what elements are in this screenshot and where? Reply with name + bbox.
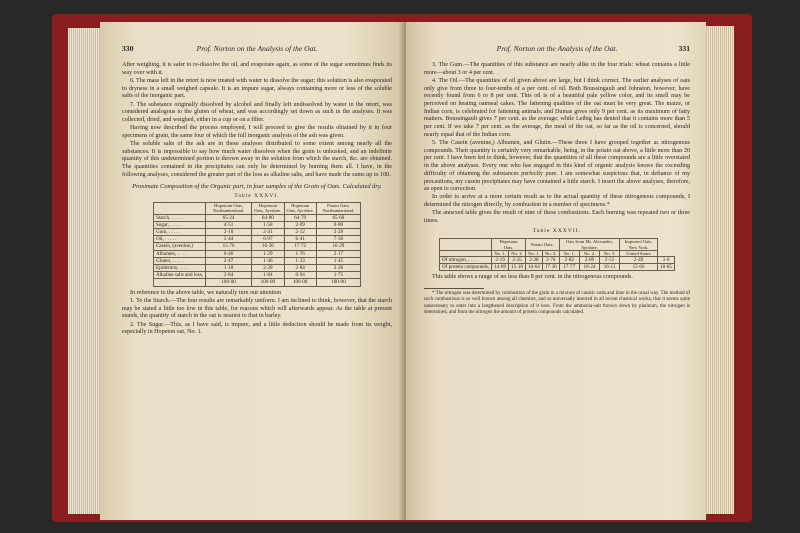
table-row: [154, 229, 361, 236]
right-running-title: Prof. Norton on the Analysis of the Oat.: [496, 44, 618, 53]
paragraph: In reference to the above table, we naturally turn our attention: [130, 289, 282, 296]
table-cell: 100·00: [252, 279, 284, 286]
paragraph: 1. To the Starch.—The four results are remarkably uniform. I am inclined to think, however, that the starch may be stated a little too low in this table, for reasons which will afterwards appear. As the table at present stands, the quantity of starch in the oat is nearest to that in barley.: [122, 297, 392, 320]
table-cell: 65·24: [205, 214, 251, 221]
table-cell: 1·58: [252, 221, 284, 228]
table-cell: 2·39: [252, 265, 284, 272]
table-header-cell: No. 2.: [509, 250, 526, 256]
left-running-title: Prof. Norton on the Analysis of the Oat.: [196, 44, 318, 53]
table-cell: 1·33: [284, 257, 316, 264]
page-edges-left: [68, 28, 102, 514]
table-cell: 0·46: [205, 250, 251, 257]
table-row: [154, 265, 361, 272]
table-cell: 15·76: [205, 243, 251, 250]
table-row: [440, 257, 675, 264]
row-label: Of nitrogen, . . . .: [440, 257, 492, 264]
table-row: [154, 272, 361, 279]
table-header-cell: Oats from Mr. Alexander, Ayrshire.: [559, 239, 619, 250]
right-page-body: [424, 62, 690, 317]
table-cell: 17·36: [542, 264, 559, 271]
table-cell: 7·38: [316, 236, 360, 243]
footnote-divider: [424, 288, 484, 289]
table-cell: 18·24: [579, 264, 599, 271]
page-edges-right: [704, 26, 734, 514]
row-label: Epidermis, . . . .: [154, 265, 206, 272]
table-cell: 16·29: [316, 243, 360, 250]
table-cell: 2·28: [316, 265, 360, 272]
table-cell: 0·94: [284, 272, 316, 279]
table-cell: 2·28: [525, 257, 542, 264]
table-cell: 1·75: [316, 272, 360, 279]
table-cell: 6·41: [284, 236, 316, 243]
paragraph: The annexed table gives the result of nine of these combustions. Each burning was repeated two or three times.: [424, 210, 690, 225]
table-cell: 16·11: [600, 264, 620, 271]
table-cell: 16·26: [252, 243, 284, 250]
table-cell: 14·09: [492, 264, 509, 271]
table-caption: Proximate Composition of the Organic part, in four samples of the Grain of Oats. Calculated dry.: [132, 182, 382, 190]
table-cell: 2·89: [579, 257, 599, 264]
table-cell: 3·0: [658, 257, 675, 264]
table-cell: 17·72: [284, 243, 316, 250]
table-header-cell: No. 1.: [525, 250, 542, 256]
footnote: * The nitrogen was determined by combustion of the grain in a mixture of caustic soda and lime in the usual way. The method of such combustions is so well known among all chemists, and so universally inserted in all recent chemical works, that it seems quite unnecessary to enter into a lengthened description of it here. From the ammonia-salt thrown down by platinum, the nitrogen is determined, and from the nitrogen the amount of protein compounds calculated.: [424, 291, 690, 315]
table-header-cell: Potato Oats.: [525, 239, 559, 250]
table-row: [154, 279, 361, 286]
row-label: Sugar, . . . . .: [154, 221, 206, 228]
table-cell: 2·76: [542, 257, 559, 264]
table-header-cell: No. 1.: [492, 250, 509, 256]
row-label: [154, 279, 206, 286]
table-header-cell: Imported Oats, New York.: [620, 239, 658, 250]
table-cell: 15·18: [509, 264, 526, 271]
table-cell: 65·60: [316, 214, 360, 221]
paragraph: 4. The Oil.—The quantities of oil given above are large, but I think correct. The earlier analyses of oats only give from three to four-tenths of a per cent. of oil. Both Boussingault and Johnston, however, have recently found from 6 to 8 per cent. This oil is of a beautiful pale yellow color, and its smell may be perceived on heating oatmeal cakes. The fattening qualities of the oat must be very great. The maize, or Indian corn, is celebrated for fattening animals; and Dumas gives only 9 per cent. as its maximum of fatty matters. Boussingault gives 7 per cent. as the average; while Leibig has denied that it contains more than 5 per cent. If we take 7 per cent. as the average, the meal of the oat, so far as the oil is concerned, should nearly equal that of the Indian corn.: [424, 77, 690, 138]
paragraph: 2. The Sugar.—This, as I have said, is impure, and a little deduction should be made from its weight, especially in Hopeton oat, No. 1.: [122, 321, 392, 336]
table-row: [154, 221, 361, 228]
book-spread: [52, 14, 752, 522]
table-cell: 0·80: [316, 221, 360, 228]
row-label: Albumen, . . . .: [154, 250, 206, 257]
table-cell: 64·79: [284, 214, 316, 221]
table-cell: 2·10: [205, 229, 251, 236]
paragraph: 5. The Casein (avenine,) Albumen, and Glutin.—These three I have grouped together as nitrogenous compounds. Their quantity is certainly very remarkable, being, in the potato oat above, a little more than 20 per cent. I have been led to think, however, that the quantities of all these compounds are a little overstated in the above analyses. Every one who has engaged in this kind of organic analysis knows the exceeding difficulty of obtaining the substances perfectly pure. I am somewhat suspicious that, in defiance of my precautions, my casein precipitates may have contained a little starch. I insert the above analyses, therefore, as open to correction.: [424, 140, 690, 193]
table-cell: 2·19: [492, 257, 509, 264]
table-row: [154, 243, 361, 250]
paragraph: In order to arrive at a more certain result as to the actual quantity of these nitrogenous compounds, I determined the nitrogen directly, by combustion in a number of specimens.*: [424, 194, 690, 209]
table-header-cell: No. 2.: [542, 250, 559, 256]
table-cell: 100·00: [284, 279, 316, 286]
right-page: [406, 22, 706, 520]
table-header-cell: No. 2.: [579, 250, 599, 256]
table-row: [154, 257, 361, 264]
table-cell: 2·12: [284, 229, 316, 236]
table-cell: 1·45: [316, 257, 360, 264]
left-page-number: 330: [122, 44, 134, 53]
table-row: [154, 236, 361, 243]
table-cell: 2·49: [620, 257, 658, 264]
table-row: [440, 264, 675, 271]
row-label: Oil, . . . . .: [154, 236, 206, 243]
table-header-cell: United States: [620, 250, 658, 256]
row-label: Gum, . . . . .: [154, 229, 206, 236]
table-cell: 100·00: [316, 279, 360, 286]
table-header-cell: [154, 203, 206, 214]
left-page-body: [122, 62, 392, 337]
table-cell: 1·29: [252, 250, 284, 257]
table-cell: 17·77: [559, 264, 579, 271]
paragraph: 3. The Gum.—The quantities of this substance are nearly alike in the four trials: wheat contains a little more—about 3 or 4 per cent.: [424, 62, 690, 76]
table-cell: 2·47: [205, 257, 251, 264]
table-xxxvii: [439, 238, 675, 271]
table-row: [154, 250, 361, 257]
table-header-cell: [440, 239, 492, 250]
table-title: Table XXXVII.: [532, 227, 582, 234]
paragraph: Having now described the process employed, I will proceed to give the results obtained by it in four specimens of grain, the same four of which the full inorganic analysis of the ash was given.: [122, 125, 392, 139]
table-cell: 100·00: [205, 279, 251, 286]
table-header-cell: Hopetoun Oats, Ayrshire.: [252, 203, 284, 214]
table-row: [154, 214, 361, 221]
table-cell: 2·09: [284, 221, 316, 228]
row-label: Of protein compounds,: [440, 264, 492, 271]
table-cell: 5·44: [205, 236, 251, 243]
paragraph: 7. The substance originally dissolved by alcohol and finally left undissolved by water in the retort, was considered analogous to the gluten of wheat, and was accordingly set down as such in the analyses. It was collected, dried, and weighed, either in a cup or on a filter.: [122, 101, 392, 123]
row-label: Alkaline salts and loss,: [154, 272, 206, 279]
table-cell: 2·35: [509, 257, 526, 264]
table-cell: 1·84: [252, 272, 284, 279]
row-label: Starch, . . . . .: [154, 214, 206, 221]
table-cell: 15·66: [620, 264, 658, 271]
table-cell: 14·64: [525, 264, 542, 271]
paragraph: This table shows a range of no less than 8 per cent. in the nitrogenous compounds.: [432, 274, 633, 281]
table-cell: 2·82: [559, 257, 579, 264]
left-page: [100, 22, 406, 520]
table-cell: 1·18: [205, 265, 251, 272]
table-cell: 2·41: [252, 229, 284, 236]
table-cell: 2·84: [284, 265, 316, 272]
right-page-number: 331: [678, 44, 690, 53]
row-label: Gluten, . . . . .: [154, 257, 206, 264]
table-cell: 1·46: [252, 257, 284, 264]
table-header-row: [154, 203, 361, 214]
table-xxxvi: [153, 202, 361, 286]
paragraph: The soluble salts of the ash are in these analyses distributed to some extent among nearly all the substances. It is impossible to say how much water dissolves when the grain is unhusked, and an indefinite quantity of this undetermined portion is thrown away in the solution from which the starch, &c. are obtained. The quantities contained in the precipitates can only be determined by burning them all. I have, in the following analyses, considered the greater part of the loss as alkaline salts, and have made the sums up to 100.: [122, 141, 392, 178]
table-cell: 64·80: [252, 214, 284, 221]
table-cell: 2·17: [316, 250, 360, 257]
table-title: Table XXXVI.: [234, 192, 280, 199]
table-cell: 1·76: [284, 250, 316, 257]
table-header-cell: Hopetoun Oats, Northumberland.: [205, 203, 251, 214]
table-cell: 6·97: [252, 236, 284, 243]
table-header-cell: Hopetoun Oats, Ayrshire.: [284, 203, 316, 214]
paragraph: After weighing, it is safer to re-dissolve the oil, and evaporate again, as some of the sugar sometimes finds its way over with it.: [122, 62, 392, 76]
table-header-cell: No. 3.: [600, 250, 620, 256]
table-group-header-row: [440, 239, 675, 250]
table-cell: 2·28: [316, 229, 360, 236]
table-header-cell: No. 1.: [559, 250, 579, 256]
table-cell: 2·51: [600, 257, 620, 264]
paragraph: 6. The mass left in the retort is now treated with water to dissolve the sugar; this solution is also evaporated to dryness in a small weighed capsule. It is an impure sugar, always containing more or less of the soluble salts of the inorganic part.: [122, 77, 392, 100]
table-cell: 2·84: [205, 272, 251, 279]
table-cell: 4·51: [205, 221, 251, 228]
table-header-cell: Potato Oats, Northumberland.: [316, 203, 360, 214]
row-label: Casein, (avenine,): [154, 243, 206, 250]
table-header-cell: Hopetoun Oats.: [492, 239, 526, 250]
table-cell: 18·85: [658, 264, 675, 271]
